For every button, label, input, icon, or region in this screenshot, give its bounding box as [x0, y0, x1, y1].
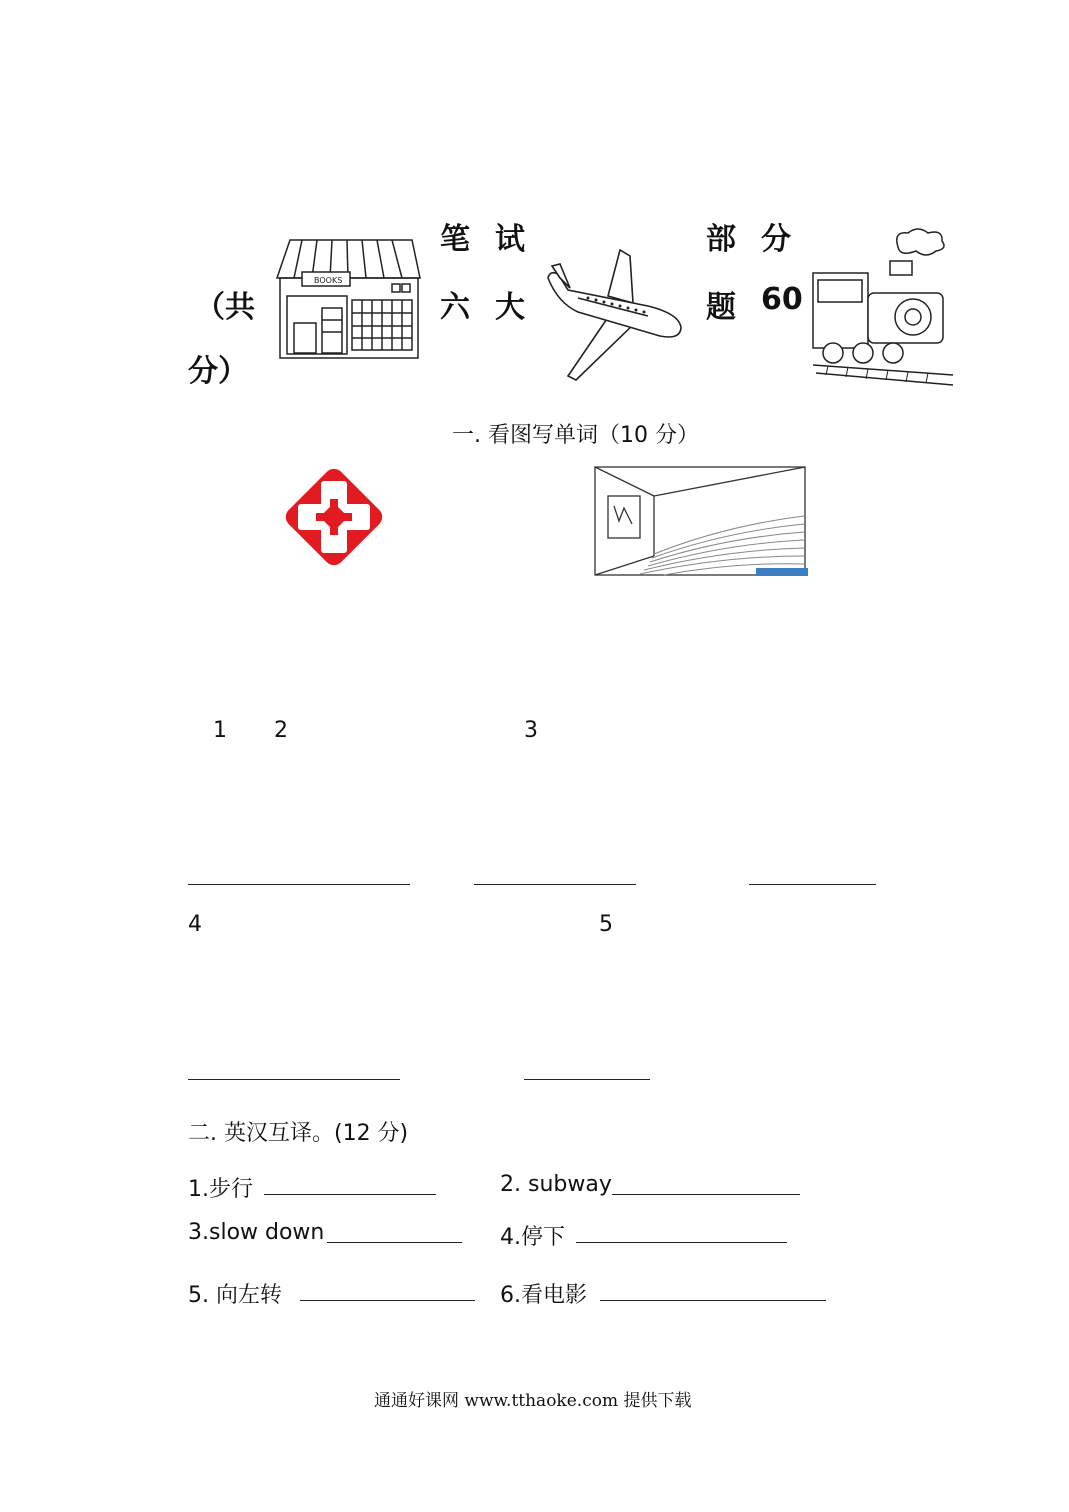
translate-line-4[interactable] — [576, 1242, 787, 1243]
title-fen-close: 分） — [188, 354, 248, 389]
title-da: 大 — [495, 290, 525, 325]
translate-item-4: 4.停下 — [500, 1225, 565, 1250]
section2-heading: 二. 英汉互译。(12 分) — [188, 1121, 409, 1146]
title-char-fen: 分 — [761, 222, 791, 257]
picture-number-4: 4 — [188, 912, 202, 937]
translate-line-6[interactable] — [600, 1300, 826, 1301]
title-char-bi: 笔 — [440, 222, 470, 257]
hospital-cross-icon — [280, 463, 388, 571]
translate-item-2: 2. subway — [500, 1172, 612, 1197]
translate-item-1: 1.步行 — [188, 1177, 253, 1202]
answer-line-2[interactable] — [474, 884, 636, 885]
title-char-bu: 部 — [706, 222, 736, 257]
title-liu: 六 — [440, 290, 470, 325]
airplane-illustration — [548, 248, 688, 383]
picture-number-2: 2 — [274, 718, 288, 743]
translate-line-2[interactable] — [612, 1194, 800, 1195]
svg-text:BOOKS: BOOKS — [314, 276, 343, 285]
title-char-shi: 试 — [495, 222, 525, 257]
answer-line-3[interactable] — [749, 884, 876, 885]
picture-number-3: 3 — [524, 718, 538, 743]
title-gong: （共 — [195, 290, 255, 325]
answer-line-1[interactable] — [188, 884, 410, 885]
picture-number-5: 5 — [599, 912, 613, 937]
translate-line-1[interactable] — [264, 1194, 436, 1195]
section1-heading: 一. 看图写单词（10 分） — [452, 423, 699, 448]
picture-number-1: 1 — [213, 718, 227, 743]
translate-line-3[interactable] — [327, 1242, 462, 1243]
answer-line-4[interactable] — [188, 1079, 400, 1080]
title-score: 60 — [761, 282, 803, 317]
cinema-illustration — [594, 466, 816, 590]
answer-line-5[interactable] — [524, 1079, 650, 1080]
bookstore-illustration — [272, 238, 422, 363]
title-ti: 题 — [706, 290, 736, 325]
translate-line-5[interactable] — [300, 1300, 475, 1301]
translate-item-3: 3.slow down — [188, 1220, 325, 1245]
train-illustration — [808, 225, 958, 385]
footer-text: 通通好课网 www.tthaoke.com 提供下载 — [374, 1391, 692, 1411]
translate-item-6: 6.看电影 — [500, 1283, 587, 1308]
translate-item-5: 5. 向左转 — [188, 1283, 282, 1308]
